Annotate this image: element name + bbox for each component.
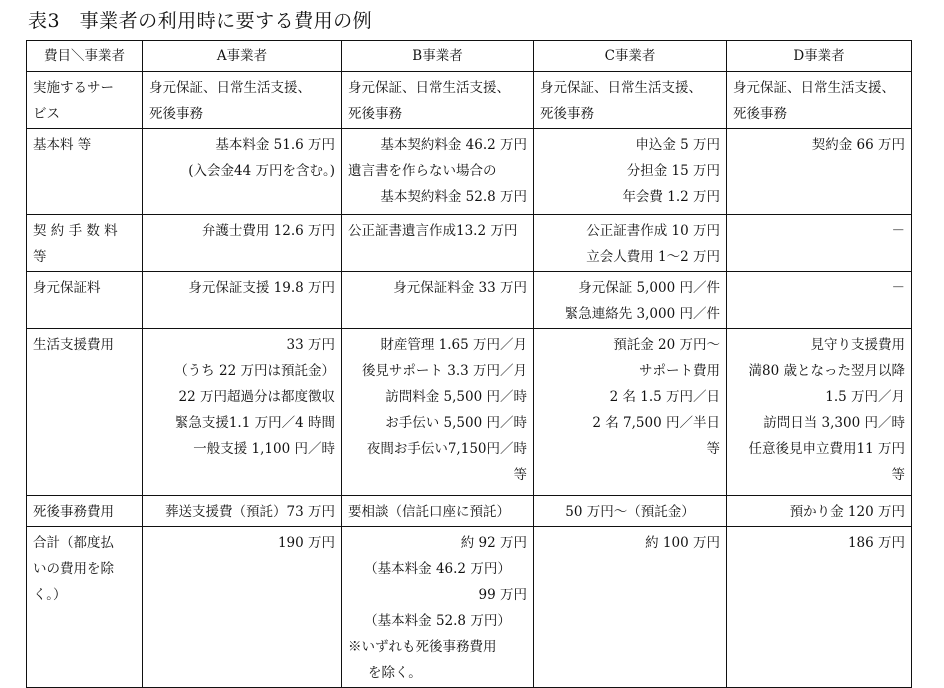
cell-line: 弁護士費用 12.6 万円 <box>201 223 335 239</box>
cell-line: 2 名 7,500 円／半日 <box>592 415 720 431</box>
cell-line: － <box>891 280 905 296</box>
cell-line: 遺言書を作らない場合の <box>348 163 497 179</box>
row-label-line: いの費用を除 <box>33 561 114 577</box>
cell-line: 身元保証、日常生活支援、 <box>540 80 702 96</box>
cell-line: 夜間お手伝い7,150円／時 <box>366 441 527 457</box>
cell-line: 緊急連絡先 3,000 円／件 <box>564 306 720 322</box>
row-label-line: く。） <box>33 587 67 603</box>
cell-line: 身元保証 5,000 円／件 <box>578 280 720 296</box>
cell-line: 年会費 1.2 万円 <box>622 189 720 205</box>
cell-b <box>342 129 534 215</box>
table-row <box>27 329 912 496</box>
cell-line: 一般支援 1,100 円／時 <box>193 441 335 457</box>
cell-line: 後見サポート 3.3 万円／月 <box>361 363 527 379</box>
cell-line: 190 万円 <box>277 535 335 551</box>
cell-d <box>727 72 912 129</box>
cell-d <box>727 272 912 329</box>
cell-c <box>534 129 727 215</box>
cell-line: (入会金44 万円を含む。) <box>188 163 335 179</box>
cell-line: 死後事務 <box>733 106 787 122</box>
cell-a <box>143 215 342 272</box>
table-row <box>27 129 912 215</box>
column-header: 費目＼事業者 <box>27 41 143 72</box>
cell-line: 預託金 20 万円～ <box>613 337 720 353</box>
cell-a <box>143 129 342 215</box>
row-label <box>27 329 143 496</box>
row-label-line: 身元保証料 <box>33 280 101 296</box>
cell-d <box>727 215 912 272</box>
cell-line: 訪問料金 5,500 円／時 <box>385 389 527 405</box>
table-row <box>27 527 912 688</box>
row-label-line: 生活支援費用 <box>33 337 114 353</box>
row-label-line: 実施するサー <box>33 80 114 96</box>
cell-b <box>342 215 534 272</box>
cell-line: 身元保証支援 19.8 万円 <box>188 280 335 296</box>
cell-line: 要相談（信託口座に預託） <box>348 504 510 520</box>
cell-c <box>534 527 727 688</box>
cell-line: 訪問日当 3,300 円／時 <box>763 415 905 431</box>
cell-line: 186 万円 <box>847 535 905 551</box>
cell-line: （基本料金 46.2 万円） <box>364 561 511 577</box>
cell-line: 約 100 万円 <box>645 535 720 551</box>
row-label-line: 死後事務費用 <box>33 504 114 520</box>
cell-line: 任意後見申立費用11 万円 <box>748 441 905 457</box>
cell-line: 99 万円 <box>478 587 527 603</box>
cell-line: 葬送支援費（預託）73 万円 <box>165 504 335 520</box>
row-label-line: 基本料 等 <box>33 137 92 153</box>
cell-line: 満80 歳となった翌月以降 <box>748 363 905 379</box>
cell-line: 等 <box>513 467 527 483</box>
cell-line: 財産管理 1.65 万円／月 <box>380 337 527 353</box>
cell-line: （うち 22 万円は預託金） <box>174 363 335 379</box>
cell-line: 22 万円超過分は都度徴収 <box>178 389 335 405</box>
row-label-line: 合計（都度払 <box>33 535 114 551</box>
cell-b <box>342 329 534 496</box>
row-label-line: 契 約 手 数 料 <box>33 223 118 239</box>
row-label <box>27 129 143 215</box>
row-label <box>27 72 143 129</box>
cell-c <box>534 215 727 272</box>
table-row <box>27 72 912 129</box>
table-row <box>27 215 912 272</box>
cell-c <box>534 272 727 329</box>
row-label <box>27 527 143 688</box>
cell-line: 見守り支援費用 <box>810 337 905 353</box>
cell-a <box>143 329 342 496</box>
row-label <box>27 496 143 527</box>
header-row <box>27 41 912 72</box>
cell-line: 1.5 万円／月 <box>825 389 905 405</box>
cell-line: 身元保証、日常生活支援、 <box>348 80 510 96</box>
cell-line: を除く。 <box>368 665 422 681</box>
cell-b <box>342 496 534 527</box>
cell-b <box>342 527 534 688</box>
cell-d <box>727 496 912 527</box>
cell-a <box>143 527 342 688</box>
column-header: B事業者 <box>342 41 534 72</box>
cost-table <box>26 40 912 688</box>
cell-line: 死後事務 <box>348 106 402 122</box>
cell-c <box>534 329 727 496</box>
cell-line: 基本契約料金 52.8 万円 <box>380 189 527 205</box>
cell-line: 契約金 66 万円 <box>811 137 905 153</box>
cell-line: （基本料金 52.8 万円） <box>364 613 511 629</box>
cell-c <box>534 72 727 129</box>
cell-line: 立会人費用 1～2 万円 <box>586 249 720 265</box>
row-label <box>27 215 143 272</box>
cell-line: 死後事務 <box>540 106 594 122</box>
cell-line: 2 名 1.5 万円／日 <box>609 389 720 405</box>
cell-line: 50 万円～（預託金） <box>565 504 695 520</box>
cell-line: 緊急支援1.1 万円／4 時間 <box>174 415 335 431</box>
cell-line: 身元保証料金 33 万円 <box>393 280 527 296</box>
row-label-line: ビス <box>33 106 60 122</box>
cell-a <box>143 272 342 329</box>
cell-b <box>342 272 534 329</box>
cell-line: 公正証書遺言作成13.2 万円 <box>348 223 518 239</box>
row-label-line: 等 <box>33 249 47 265</box>
cell-d <box>727 329 912 496</box>
cell-c <box>534 496 727 527</box>
row-label <box>27 272 143 329</box>
cell-line: 死後事務 <box>149 106 203 122</box>
column-header: D事業者 <box>727 41 912 72</box>
cell-a <box>143 72 342 129</box>
cell-line: 預かり金 120 万円 <box>789 504 905 520</box>
cell-d <box>727 527 912 688</box>
cell-line: 等 <box>706 441 720 457</box>
cell-line: ※いずれも死後事務費用 <box>348 639 497 655</box>
cell-line: 基本契約料金 46.2 万円 <box>380 137 527 153</box>
cell-line: － <box>891 223 905 239</box>
cell-line: 分担金 15 万円 <box>626 163 720 179</box>
cell-b <box>342 72 534 129</box>
cell-line: 基本料金 51.6 万円 <box>215 137 335 153</box>
cell-d <box>727 129 912 215</box>
cell-line: 等 <box>891 467 905 483</box>
column-header: A事業者 <box>143 41 342 72</box>
cell-line: サポート費用 <box>639 363 720 379</box>
cell-line: 33 万円 <box>286 337 335 353</box>
table-row <box>27 272 912 329</box>
table-title: 表3 事業者の利用時に要する費用の例 <box>28 10 373 32</box>
cell-line: お手伝い 5,500 円／時 <box>385 415 527 431</box>
column-header: C事業者 <box>534 41 727 72</box>
cell-line: 身元保証、日常生活支援、 <box>733 80 895 96</box>
cell-line: 身元保証、日常生活支援、 <box>149 80 311 96</box>
table-row <box>27 496 912 527</box>
cell-a <box>143 496 342 527</box>
cell-line: 申込金 5 万円 <box>635 137 720 153</box>
cell-line: 公正証書作成 10 万円 <box>586 223 720 239</box>
cell-line: 約 92 万円 <box>460 535 527 551</box>
